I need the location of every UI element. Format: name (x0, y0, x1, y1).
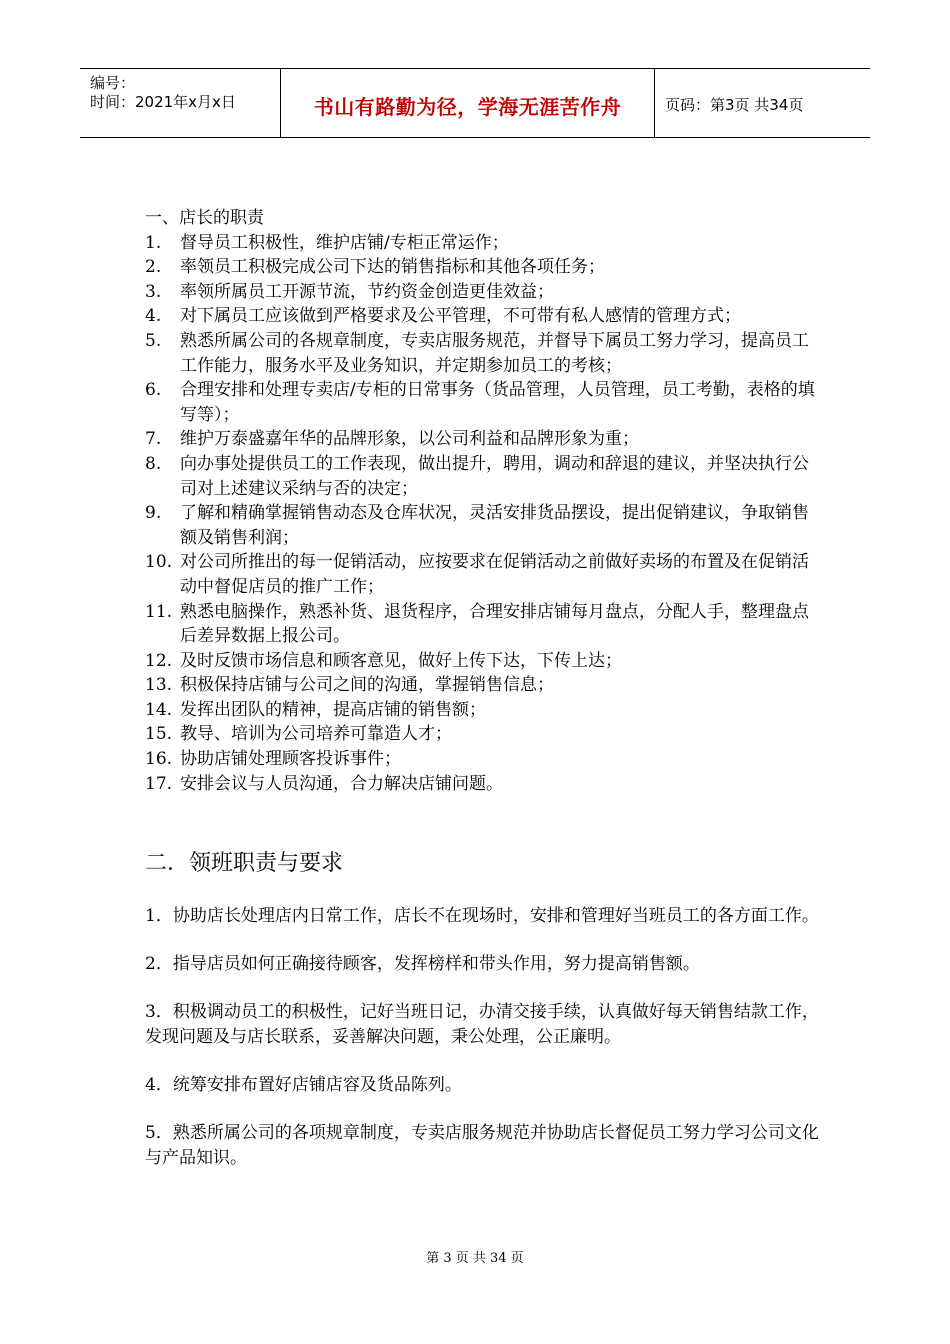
serial-label: 编号： (90, 74, 136, 92)
duty-item (145, 747, 825, 772)
duty-item (145, 231, 825, 256)
duty-item (145, 698, 825, 723)
header-middle-cell (281, 69, 655, 137)
duty-paragraph: 1．协助店长处理店内日常工作，店长不在现场时，安排和管理好当班员工的各方面工作。 (145, 906, 819, 926)
duty-number: 13. (145, 675, 173, 696)
duty-text: 率领员工积极完成公司下达的销售指标和其他各项任务； (180, 257, 605, 278)
duty-item (145, 378, 825, 427)
duty-item (145, 452, 825, 501)
duty-text: 向办事处提供员工的工作表现，做出提升，聘用，调动和辞退的建议，并坚决执行公司对上述建议采纳与否的决定； (180, 453, 809, 499)
header-page-info: 页码：第3页 共34页 (665, 96, 804, 114)
duty-number: 14. (145, 699, 173, 720)
duty-text: 安排会议与人员沟通，合力解决店铺问题。 (180, 773, 503, 794)
duty-text: 率领所属员工开源节流，节约资金创造更佳效益； (180, 281, 554, 302)
duty-text: 及时反馈市场信息和顾客意见，做好上传下达，下传上达； (180, 650, 622, 671)
duty-number: 15. (145, 724, 173, 745)
duty-text: 积极保持店铺与公司之间的沟通，掌握销售信息； (180, 675, 554, 696)
duty-item (145, 427, 825, 452)
duty-number: 17. (145, 773, 173, 794)
duty-number: 16. (145, 749, 173, 770)
duty-text: 熟悉电脑操作，熟悉补货、退货程序，合理安排店铺每月盘点，分配人手，整理盘点后差异数据上报公司。 (180, 601, 809, 647)
duty-text: 了解和精确掌握销售动态及仓库状况，灵活安排货品摆设，提出促销建议，争取销售额及销售利润； (180, 503, 809, 548)
duty-item (145, 649, 825, 674)
duty-number: 3. (145, 281, 162, 302)
header-left-cell (80, 69, 281, 137)
header-right-cell (655, 69, 870, 137)
duty-text: 合理安排和处理专卖店/专柜的日常事务（货品管理，人员管理，员工考勤，表格的填写等）； (180, 380, 815, 425)
section1 (145, 206, 825, 796)
duty-number: 2. (145, 257, 162, 278)
duty-item (145, 501, 825, 550)
duty-item (145, 673, 825, 698)
duty-item (145, 329, 825, 378)
duty-paragraph: 2．指导店员如何正确接待顾客，发挥榜样和带头作用，努力提高销售额。 (145, 954, 700, 974)
header-table (80, 68, 870, 138)
duty-number: 11. (145, 601, 173, 622)
duty-text: 对下属员工应该做到严格要求及公平管理，不可带有私人感情的管理方式； (180, 306, 741, 327)
duty-text: 发挥出团队的精神，提高店铺的销售额； (180, 699, 486, 720)
duty-number: 9. (145, 503, 162, 524)
duty-item (145, 772, 825, 797)
duty-number: 12. (145, 650, 173, 671)
duty-text: 协助店铺处理顾客投诉事件； (180, 749, 401, 770)
duty-number: 7. (145, 429, 162, 450)
duty-number: 10. (145, 552, 173, 573)
duty-text: 教导、培训为公司培养可靠造人才； (180, 724, 452, 745)
duty-number: 1. (145, 232, 162, 253)
duty-text: 熟悉所属公司的各规章制度，专卖店服务规范，并督导下属员工努力学习，提高员工工作能力，服务水平及业务知识，并定期参加员工的考核； (180, 330, 809, 376)
section2-title: 二．领班职责与要求 (145, 851, 344, 876)
section1-title: 一、店长的职责 (145, 208, 264, 228)
duty-number: 4. (145, 306, 162, 327)
duty-item (145, 280, 825, 305)
duty-number: 8. (145, 453, 162, 474)
duty-text: 督导员工积极性，维护店铺/专柜正常运作； (180, 232, 509, 253)
duty-item (145, 255, 825, 280)
date-line: 时间：2021年x月x日 (90, 93, 236, 111)
duty-paragraph: 3．积极调动员工的积极性，记好当班日记，办清交接手续，认真做好每天销售结款工作，发现问题及与店长联系，妥善解决问题，秉公处理，公正廉明。 (145, 1002, 819, 1047)
section2-body (145, 904, 825, 1194)
duty-paragraph: 5．熟悉所属公司的各项规章制度，专卖店服务规范并协助店长督促员工努力学习公司文化与产品知识。 (145, 1123, 819, 1168)
duty-item (145, 600, 825, 649)
duty-number: 6. (145, 380, 162, 401)
page-footer: 第 3 页 共 34 页 (426, 1251, 524, 1266)
duty-item (145, 550, 825, 599)
duty-text: 维护万泰盛嘉年华的品牌形象，以公司利益和品牌形象为重； (180, 429, 639, 450)
duty-text: 对公司所推出的每一促销活动，应按要求在促销活动之前做好卖场的布置及在促销活动中督促店员的推广工作； (180, 552, 809, 597)
duty-item (145, 722, 825, 747)
header-motto: 书山有路勤为径，学海无涯苦作舟 (313, 95, 622, 119)
duty-paragraph: 4．统筹安排布置好店铺店容及货品陈列。 (145, 1075, 462, 1095)
duties-list (145, 231, 825, 797)
duty-number: 5. (145, 330, 162, 351)
duty-item (145, 304, 825, 329)
